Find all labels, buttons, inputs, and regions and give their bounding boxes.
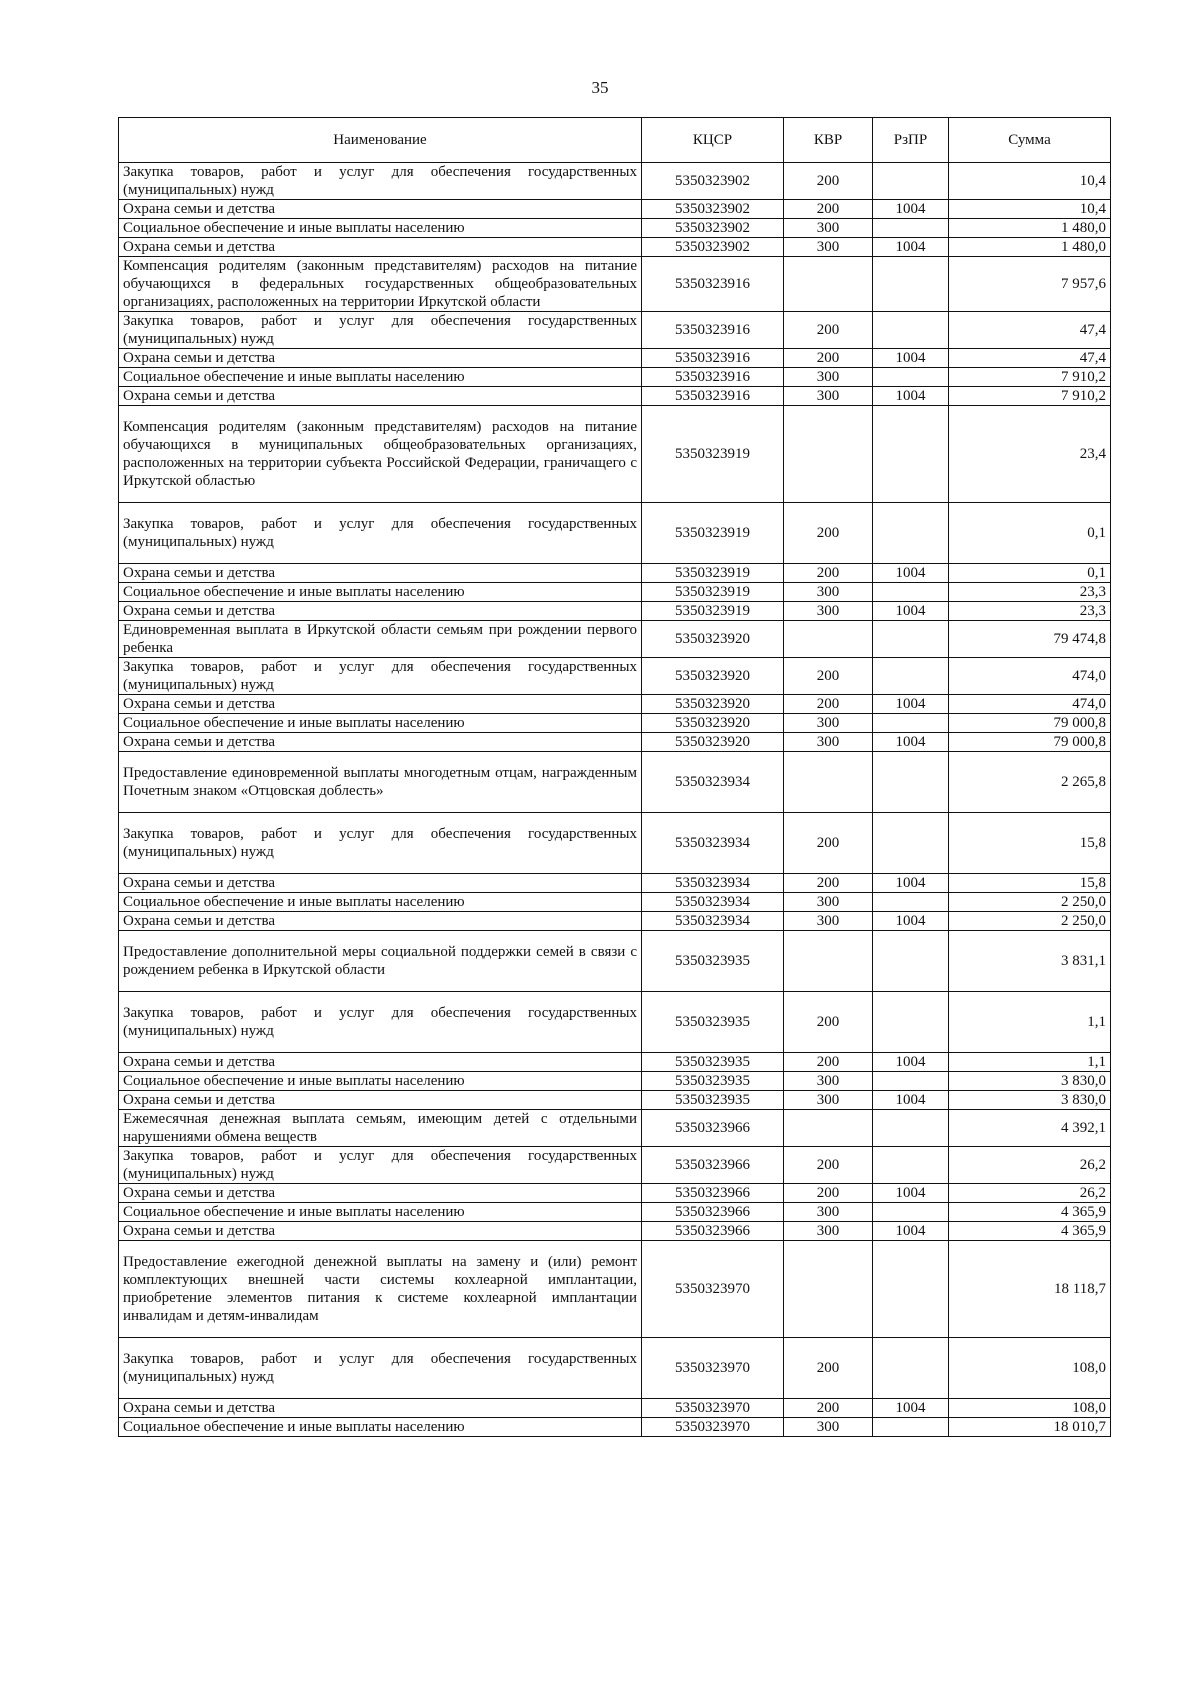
cell-rzpr [873, 163, 949, 200]
table-row [119, 658, 1111, 695]
cell-code: 5350323934 [642, 813, 784, 874]
cell-rzpr [873, 312, 949, 349]
cell-kvr: 200 [784, 658, 873, 695]
cell-sum: 26,2 [949, 1184, 1111, 1203]
table-row [119, 1338, 1111, 1399]
cell-code: 5350323970 [642, 1338, 784, 1399]
cell-sum: 108,0 [949, 1338, 1111, 1399]
cell-kvr: 200 [784, 312, 873, 349]
cell-sum: 79 000,8 [949, 714, 1111, 733]
cell-kvr: 300 [784, 602, 873, 621]
cell-sum: 47,4 [949, 349, 1111, 368]
cell-name: Закупка товаров, работ и услуг для обеспечения государственных (муниципальных) нужд [119, 503, 642, 564]
cell-sum: 7 910,2 [949, 387, 1111, 406]
cell-rzpr [873, 219, 949, 238]
cell-kvr: 200 [784, 874, 873, 893]
cell-name: Компенсация родителям (законным представителям) расходов на питание обучающихся в муниципальных общеобразовательных организациях, расположенных на территории субъекта Российской Федерации, граничащего с Иркутской областью [119, 406, 642, 503]
cell-sum: 10,4 [949, 200, 1111, 219]
cell-sum: 1 480,0 [949, 238, 1111, 257]
cell-name: Охрана семьи и детства [119, 602, 642, 621]
cell-code: 5350323934 [642, 912, 784, 931]
cell-kvr: 300 [784, 1222, 873, 1241]
cell-rzpr [873, 1418, 949, 1437]
cell-kvr [784, 406, 873, 503]
cell-name: Закупка товаров, работ и услуг для обеспечения государственных (муниципальных) нужд [119, 163, 642, 200]
cell-name: Охрана семьи и детства [119, 349, 642, 368]
cell-rzpr: 1004 [873, 564, 949, 583]
header-rzpr: РзПР [873, 118, 949, 163]
cell-code: 5350323935 [642, 992, 784, 1053]
cell-rzpr [873, 368, 949, 387]
table-row [119, 714, 1111, 733]
cell-sum: 2 250,0 [949, 893, 1111, 912]
table-row [119, 1399, 1111, 1418]
cell-kvr: 200 [784, 1147, 873, 1184]
cell-kvr: 300 [784, 238, 873, 257]
cell-code: 5350323902 [642, 238, 784, 257]
cell-rzpr [873, 893, 949, 912]
table-row [119, 813, 1111, 874]
cell-rzpr [873, 992, 949, 1053]
cell-name: Социальное обеспечение и иные выплаты населению [119, 1072, 642, 1091]
cell-name: Охрана семьи и детства [119, 200, 642, 219]
cell-kvr: 200 [784, 813, 873, 874]
cell-rzpr: 1004 [873, 912, 949, 931]
table-row [119, 912, 1111, 931]
table-row [119, 733, 1111, 752]
cell-name: Охрана семьи и детства [119, 912, 642, 931]
table-row [119, 1203, 1111, 1222]
cell-code: 5350323970 [642, 1399, 784, 1418]
cell-rzpr [873, 714, 949, 733]
cell-name: Охрана семьи и детства [119, 1222, 642, 1241]
table-row [119, 583, 1111, 602]
cell-name: Закупка товаров, работ и услуг для обеспечения государственных (муниципальных) нужд [119, 813, 642, 874]
cell-sum: 0,1 [949, 564, 1111, 583]
cell-name: Предоставление единовременной выплаты многодетным отцам, награжденным Почетным знаком «Отцовская доблесть» [119, 752, 642, 813]
cell-kvr [784, 257, 873, 312]
cell-code: 5350323966 [642, 1110, 784, 1147]
cell-rzpr: 1004 [873, 602, 949, 621]
cell-sum: 26,2 [949, 1147, 1111, 1184]
cell-sum: 7 957,6 [949, 257, 1111, 312]
cell-kvr: 200 [784, 1184, 873, 1203]
cell-sum: 4 365,9 [949, 1203, 1111, 1222]
cell-name: Охрана семьи и детства [119, 695, 642, 714]
cell-name: Охрана семьи и детства [119, 1091, 642, 1110]
table-row [119, 1091, 1111, 1110]
cell-kvr: 200 [784, 695, 873, 714]
cell-code: 5350323916 [642, 312, 784, 349]
cell-sum: 79 474,8 [949, 621, 1111, 658]
cell-code: 5350323919 [642, 564, 784, 583]
cell-sum: 18 010,7 [949, 1418, 1111, 1437]
cell-sum: 23,3 [949, 602, 1111, 621]
cell-name: Закупка товаров, работ и услуг для обеспечения государственных (муниципальных) нужд [119, 1338, 642, 1399]
table-row [119, 219, 1111, 238]
cell-kvr: 300 [784, 893, 873, 912]
cell-name: Охрана семьи и детства [119, 874, 642, 893]
cell-code: 5350323916 [642, 349, 784, 368]
table-row [119, 163, 1111, 200]
table-row [119, 1241, 1111, 1338]
table-row [119, 752, 1111, 813]
table-row [119, 931, 1111, 992]
header-row [119, 118, 1111, 163]
cell-name: Социальное обеспечение и иные выплаты населению [119, 893, 642, 912]
cell-code: 5350323970 [642, 1241, 784, 1338]
cell-sum: 47,4 [949, 312, 1111, 349]
cell-kvr: 300 [784, 733, 873, 752]
cell-code: 5350323935 [642, 931, 784, 992]
table-row [119, 503, 1111, 564]
cell-name: Предоставление дополнительной меры социальной поддержки семей в связи с рождением ребенка в Иркутской области [119, 931, 642, 992]
cell-name: Социальное обеспечение и иные выплаты населению [119, 219, 642, 238]
cell-name: Охрана семьи и детства [119, 238, 642, 257]
table-row [119, 387, 1111, 406]
cell-code: 5350323920 [642, 695, 784, 714]
cell-name: Охрана семьи и детства [119, 1399, 642, 1418]
cell-rzpr [873, 1072, 949, 1091]
cell-kvr: 300 [784, 368, 873, 387]
cell-rzpr [873, 1338, 949, 1399]
cell-sum: 79 000,8 [949, 733, 1111, 752]
cell-sum: 474,0 [949, 658, 1111, 695]
cell-kvr: 300 [784, 1203, 873, 1222]
table-row [119, 893, 1111, 912]
table-row [119, 1110, 1111, 1147]
cell-rzpr [873, 752, 949, 813]
cell-kvr: 300 [784, 219, 873, 238]
table-row [119, 564, 1111, 583]
table-row [119, 257, 1111, 312]
cell-code: 5350323902 [642, 219, 784, 238]
cell-rzpr [873, 503, 949, 564]
cell-code: 5350323920 [642, 733, 784, 752]
table-row [119, 1072, 1111, 1091]
cell-name: Охрана семьи и детства [119, 733, 642, 752]
cell-kvr [784, 752, 873, 813]
cell-rzpr: 1004 [873, 695, 949, 714]
cell-sum: 2 265,8 [949, 752, 1111, 813]
cell-code: 5350323934 [642, 752, 784, 813]
cell-sum: 4 365,9 [949, 1222, 1111, 1241]
cell-kvr [784, 1110, 873, 1147]
cell-sum: 2 250,0 [949, 912, 1111, 931]
table-row [119, 621, 1111, 658]
table-row [119, 602, 1111, 621]
cell-code: 5350323966 [642, 1184, 784, 1203]
table-row [119, 1418, 1111, 1437]
cell-rzpr [873, 406, 949, 503]
table-row [119, 368, 1111, 387]
cell-kvr: 200 [784, 200, 873, 219]
cell-kvr: 200 [784, 1399, 873, 1418]
cell-code: 5350323935 [642, 1072, 784, 1091]
cell-kvr: 200 [784, 163, 873, 200]
cell-rzpr: 1004 [873, 1184, 949, 1203]
header-kvr: КВР [784, 118, 873, 163]
cell-kvr: 200 [784, 349, 873, 368]
cell-code: 5350323902 [642, 163, 784, 200]
table-row [119, 992, 1111, 1053]
cell-code: 5350323966 [642, 1203, 784, 1222]
page-number: 35 [591, 78, 609, 97]
cell-sum: 18 118,7 [949, 1241, 1111, 1338]
cell-rzpr [873, 813, 949, 874]
table-row [119, 1184, 1111, 1203]
cell-kvr: 300 [784, 1091, 873, 1110]
cell-name: Охрана семьи и детства [119, 1184, 642, 1203]
cell-sum: 23,3 [949, 583, 1111, 602]
cell-name: Закупка товаров, работ и услуг для обеспечения государственных (муниципальных) нужд [119, 992, 642, 1053]
cell-kvr: 300 [784, 583, 873, 602]
cell-code: 5350323935 [642, 1053, 784, 1072]
cell-sum: 3 831,1 [949, 931, 1111, 992]
cell-kvr [784, 931, 873, 992]
header-name: Наименование [119, 118, 642, 163]
header-code: КЦСР [642, 118, 784, 163]
cell-sum: 15,8 [949, 813, 1111, 874]
cell-code: 5350323919 [642, 583, 784, 602]
table-row [119, 695, 1111, 714]
table-row [119, 312, 1111, 349]
cell-name: Охрана семьи и детства [119, 387, 642, 406]
cell-code: 5350323934 [642, 893, 784, 912]
cell-rzpr [873, 621, 949, 658]
cell-rzpr: 1004 [873, 349, 949, 368]
cell-name: Закупка товаров, работ и услуг для обеспечения государственных (муниципальных) нужд [119, 1147, 642, 1184]
table-row [119, 1222, 1111, 1241]
cell-rzpr [873, 583, 949, 602]
cell-sum: 7 910,2 [949, 368, 1111, 387]
table-row [119, 200, 1111, 219]
cell-rzpr: 1004 [873, 1399, 949, 1418]
cell-kvr: 200 [784, 503, 873, 564]
cell-code: 5350323934 [642, 874, 784, 893]
cell-code: 5350323935 [642, 1091, 784, 1110]
budget-table [118, 117, 1111, 1437]
cell-name: Социальное обеспечение и иные выплаты населению [119, 714, 642, 733]
cell-name: Предоставление ежегодной денежной выплаты на замену и (или) ремонт комплектующих внешней части системы кохлеарной имплантации, приобретение элементов питания к системе кохлеарной имплантации инвалидам и детям-инвалидам [119, 1241, 642, 1338]
cell-sum: 1,1 [949, 1053, 1111, 1072]
cell-rzpr: 1004 [873, 1053, 949, 1072]
cell-name: Социальное обеспечение и иные выплаты населению [119, 368, 642, 387]
cell-rzpr [873, 931, 949, 992]
cell-code: 5350323919 [642, 406, 784, 503]
cell-name: Единовременная выплата в Иркутской области семьям при рождении первого ребенка [119, 621, 642, 658]
cell-rzpr: 1004 [873, 733, 949, 752]
cell-kvr [784, 621, 873, 658]
cell-sum: 23,4 [949, 406, 1111, 503]
cell-name: Компенсация родителям (законным представителям) расходов на питание обучающихся в федеральных государственных общеобразовательных организациях, расположенных на территории Иркутской области [119, 257, 642, 312]
cell-rzpr: 1004 [873, 238, 949, 257]
cell-code: 5350323920 [642, 714, 784, 733]
cell-rzpr [873, 1147, 949, 1184]
cell-sum: 0,1 [949, 503, 1111, 564]
cell-kvr: 200 [784, 1338, 873, 1399]
table-row [119, 1147, 1111, 1184]
cell-rzpr [873, 658, 949, 695]
cell-code: 5350323919 [642, 602, 784, 621]
cell-code: 5350323916 [642, 368, 784, 387]
cell-name: Закупка товаров, работ и услуг для обеспечения государственных (муниципальных) нужд [119, 312, 642, 349]
cell-code: 5350323916 [642, 387, 784, 406]
table-row [119, 874, 1111, 893]
cell-name: Социальное обеспечение и иные выплаты населению [119, 583, 642, 602]
cell-rzpr: 1004 [873, 387, 949, 406]
cell-kvr: 300 [784, 714, 873, 733]
cell-rzpr [873, 1203, 949, 1222]
cell-kvr: 300 [784, 387, 873, 406]
cell-sum: 1,1 [949, 992, 1111, 1053]
cell-sum: 3 830,0 [949, 1091, 1111, 1110]
cell-code: 5350323920 [642, 658, 784, 695]
cell-code: 5350323920 [642, 621, 784, 658]
cell-name: Социальное обеспечение и иные выплаты населению [119, 1418, 642, 1437]
cell-rzpr [873, 1241, 949, 1338]
table-row [119, 406, 1111, 503]
cell-rzpr: 1004 [873, 874, 949, 893]
cell-sum: 3 830,0 [949, 1072, 1111, 1091]
cell-code: 5350323970 [642, 1418, 784, 1437]
header-sum: Сумма [949, 118, 1111, 163]
cell-kvr: 200 [784, 992, 873, 1053]
cell-kvr: 300 [784, 1418, 873, 1437]
cell-rzpr: 1004 [873, 200, 949, 219]
cell-name: Закупка товаров, работ и услуг для обеспечения государственных (муниципальных) нужд [119, 658, 642, 695]
cell-rzpr [873, 1110, 949, 1147]
cell-sum: 4 392,1 [949, 1110, 1111, 1147]
cell-sum: 108,0 [949, 1399, 1111, 1418]
cell-code: 5350323966 [642, 1222, 784, 1241]
cell-kvr: 200 [784, 1053, 873, 1072]
table-row [119, 349, 1111, 368]
cell-name: Охрана семьи и детства [119, 564, 642, 583]
cell-sum: 15,8 [949, 874, 1111, 893]
cell-name: Социальное обеспечение и иные выплаты населению [119, 1203, 642, 1222]
cell-rzpr: 1004 [873, 1222, 949, 1241]
cell-sum: 1 480,0 [949, 219, 1111, 238]
cell-code: 5350323966 [642, 1147, 784, 1184]
cell-sum: 10,4 [949, 163, 1111, 200]
cell-kvr: 300 [784, 912, 873, 931]
cell-rzpr: 1004 [873, 1091, 949, 1110]
cell-code: 5350323916 [642, 257, 784, 312]
cell-rzpr [873, 257, 949, 312]
cell-kvr: 200 [784, 564, 873, 583]
table-row [119, 238, 1111, 257]
cell-name: Охрана семьи и детства [119, 1053, 642, 1072]
cell-kvr: 300 [784, 1072, 873, 1091]
cell-code: 5350323919 [642, 503, 784, 564]
cell-sum: 474,0 [949, 695, 1111, 714]
cell-name: Ежемесячная денежная выплата семьям, имеющим детей с отдельными нарушениями обмена веществ [119, 1110, 642, 1147]
cell-kvr [784, 1241, 873, 1338]
table-row [119, 1053, 1111, 1072]
cell-code: 5350323902 [642, 200, 784, 219]
